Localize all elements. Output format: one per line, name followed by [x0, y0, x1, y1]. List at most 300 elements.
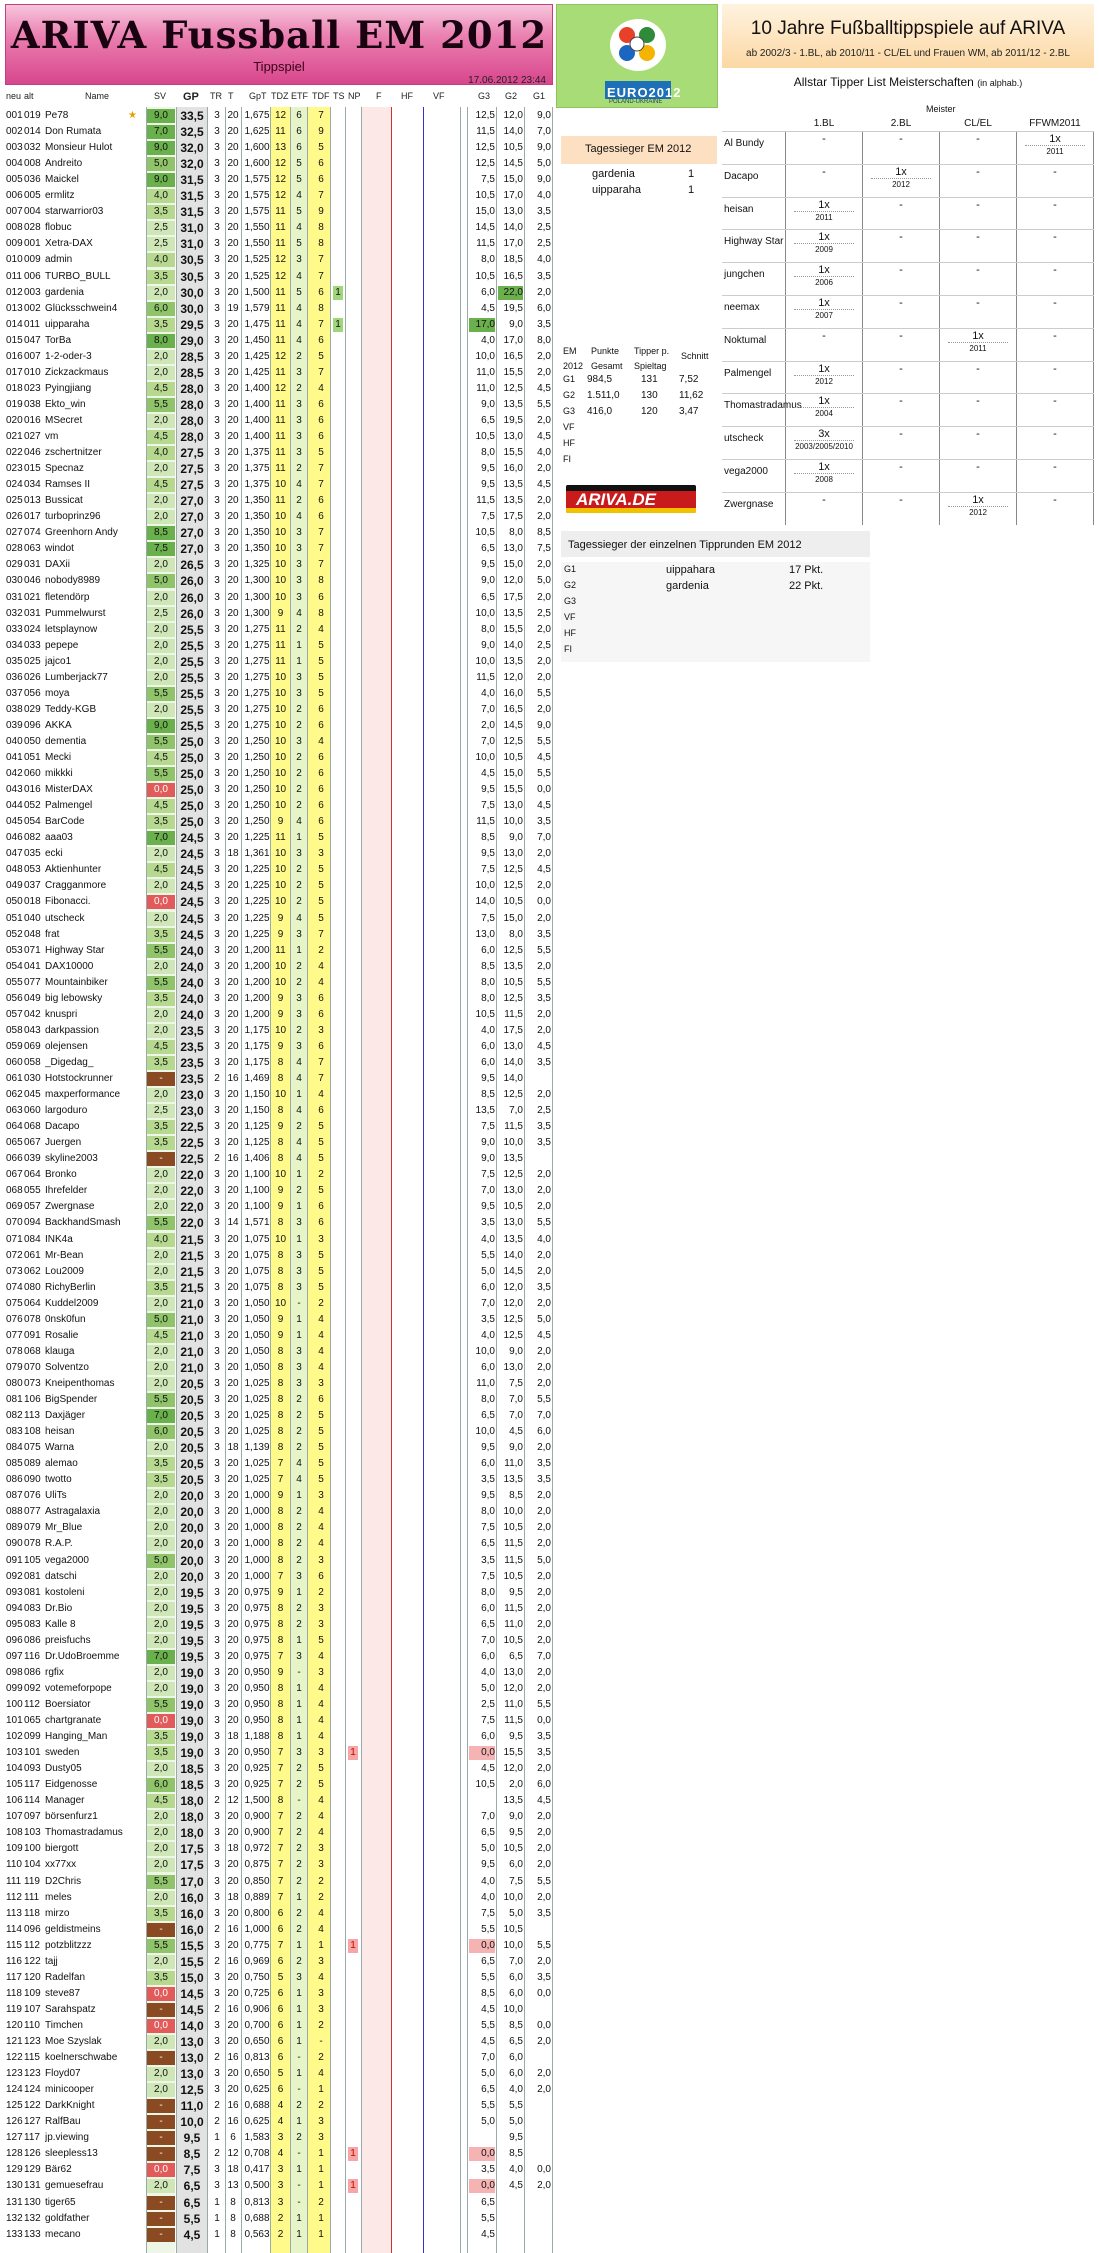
player-name: jajco1: [45, 655, 72, 667]
gpt-value: 1,050: [244, 1297, 270, 1309]
rank-new: 076: [6, 1313, 23, 1325]
master-count: 1x: [972, 329, 984, 342]
gp-value: 24,5: [180, 895, 204, 910]
g3-value: 2,0: [537, 591, 551, 603]
tr-value: 3: [214, 735, 220, 747]
tdz-value: 10: [274, 1169, 287, 1181]
sv-value: 7,0: [147, 831, 175, 845]
ts-value: [333, 574, 343, 588]
sv-value: 2,5: [147, 607, 175, 621]
np-value: [348, 591, 358, 605]
gpt-value: 0,975: [244, 1634, 270, 1646]
master-cell: [940, 331, 1016, 354]
g2-value: 10,5: [503, 976, 523, 988]
gp-value: 19,5: [180, 1649, 204, 1664]
master-count: -: [899, 297, 903, 309]
master-count: -: [899, 461, 903, 473]
rank-new: 041: [6, 752, 23, 763]
t-value: 20: [227, 1410, 239, 1422]
gpt-value: 0,906: [244, 2003, 270, 2015]
gp-value: 31,5: [180, 205, 204, 220]
ts-value: [333, 125, 343, 139]
t-value: 20: [227, 511, 239, 523]
np-value: [348, 1730, 358, 1744]
ts-value: [333, 430, 343, 444]
table-row: [5, 493, 553, 508]
tdz-value: 8: [277, 1538, 284, 1550]
rank-old: 101: [24, 1747, 41, 1759]
table-row: [5, 862, 553, 877]
ts-value: [333, 1409, 343, 1423]
player-name: Ihrefelder: [45, 1185, 88, 1197]
gpt-value: 1,600: [244, 142, 270, 154]
np-value: [348, 735, 358, 749]
np-value: [348, 1297, 358, 1311]
gp-value: 21,5: [180, 1280, 204, 1295]
gpt-value: 1,150: [244, 1089, 270, 1101]
np-value: [348, 1313, 358, 1327]
gp-value: 19,0: [180, 1730, 204, 1745]
gpt-value: 1,025: [244, 1458, 270, 1470]
player-name: Mr-Bean: [45, 1249, 84, 1261]
gp-value: 24,5: [180, 927, 204, 942]
t-value: 20: [227, 447, 239, 459]
np-value: [348, 831, 358, 845]
table-row: [5, 1922, 553, 1937]
tdz-value: 6: [277, 1923, 284, 1935]
rank-old: 083: [24, 1602, 41, 1614]
t-value: 20: [227, 1666, 239, 1678]
g3-value: 2,0: [537, 286, 551, 298]
rank-old: 060: [24, 1105, 41, 1117]
g1-value: 7,0: [481, 735, 495, 747]
em-round: G2: [563, 390, 576, 400]
g2-value: 12,0: [503, 575, 523, 587]
rank-old: 094: [24, 1217, 41, 1229]
rank-new: 047: [6, 848, 23, 860]
player-name: Hanging_Man: [45, 1731, 108, 1743]
tdf-value: 5: [318, 1265, 324, 1277]
tdz-value: 3: [277, 2164, 284, 2176]
gpt-value: 1,469: [244, 1073, 270, 1084]
table-row: [5, 2195, 553, 2210]
g1-value: 7,5: [481, 800, 495, 812]
g2-value: 15,5: [503, 623, 523, 635]
tdf-value: 7: [318, 527, 324, 539]
gp-value: 25,0: [180, 734, 204, 749]
etf-value: 5: [296, 238, 302, 250]
g1-value: 9,0: [481, 639, 495, 651]
tr-value: 3: [214, 1891, 220, 1903]
master-cell: [786, 167, 862, 178]
tr-value: 3: [214, 543, 220, 555]
sv-value: 8,5: [147, 526, 175, 540]
t-value: 20: [227, 703, 239, 715]
master-player-name: utscheck: [724, 433, 764, 445]
g3-value: 3,5: [537, 816, 551, 828]
np-value: [348, 542, 358, 556]
g2-value: 14,0: [503, 126, 523, 138]
tr-value: 3: [214, 2180, 220, 2192]
player-name: Lumberjack77: [45, 671, 108, 683]
g2-value: 5,0: [509, 2116, 523, 2128]
sv-value: 5,5: [147, 944, 175, 958]
sv-value: 4,5: [147, 478, 175, 492]
table-row: [5, 702, 553, 717]
g2-value: 10,0: [503, 1506, 523, 1518]
rank-old: 063: [24, 543, 41, 555]
rank-new: 089: [6, 1522, 23, 1534]
tdz-value: 7: [277, 1811, 284, 1823]
rank-old: 047: [24, 334, 41, 346]
ts-value: [333, 414, 343, 428]
rank-old: 017: [24, 511, 41, 523]
sv-value: 4,0: [147, 253, 175, 267]
gp-value: 4,5: [183, 2227, 201, 2242]
gpt-value: 1,400: [244, 398, 270, 410]
ts-value: [333, 1521, 343, 1535]
tdf-value: 5: [318, 1763, 324, 1775]
sv-value: -: [147, 1923, 175, 1937]
g2-value: 22,0: [498, 286, 523, 300]
ts-value: [333, 558, 343, 572]
table-row: [5, 429, 553, 444]
gpt-value: 0,925: [244, 1779, 270, 1791]
sv-value: 2,5: [147, 1104, 175, 1118]
tr-value: 3: [214, 1442, 220, 1454]
tr-value: 3: [214, 1105, 220, 1117]
g3-value: 3,5: [537, 1747, 551, 1759]
tdz-value: 4: [277, 2116, 284, 2128]
g1-value: 12,5: [475, 110, 495, 121]
gp-value: 27,5: [180, 462, 204, 477]
player-name: Monsieur Hulot: [45, 142, 113, 154]
etf-value: 3: [296, 366, 302, 378]
np-value: 1: [348, 1746, 358, 1760]
np-value: [348, 2067, 358, 2081]
master-row: [722, 229, 1094, 263]
gpt-value: 1,275: [244, 623, 270, 635]
ts-value: [333, 302, 343, 316]
col-gp: GP: [183, 91, 199, 103]
tr-value: 3: [214, 1554, 220, 1566]
em-row: [561, 438, 717, 453]
g2-value: 10,5: [503, 896, 523, 908]
sv-value: 3,5: [147, 1746, 175, 1760]
tipprunde-round: G3: [564, 596, 577, 606]
g1-value: 10,5: [475, 1779, 495, 1791]
rank-new: 109: [6, 1843, 23, 1855]
rank-old: 033: [24, 639, 41, 651]
table-row: [5, 911, 553, 926]
t-value: 12: [227, 1795, 239, 1807]
table-row: [5, 1825, 553, 1840]
master-count: -: [976, 133, 980, 145]
g2-value: 12,5: [503, 1169, 523, 1181]
ts-value: [333, 895, 343, 909]
master-count: 1x: [1049, 133, 1061, 145]
player-name: INK4a: [45, 1233, 73, 1245]
np-value: [348, 1762, 358, 1776]
table-row: [5, 236, 553, 251]
table-row: [5, 1039, 553, 1054]
em-row: [561, 454, 717, 469]
g1-value: 8,0: [481, 1394, 495, 1405]
tdf-value: 4: [318, 1538, 324, 1550]
tr-value: 3: [214, 1313, 220, 1325]
t-value: 16: [227, 2003, 239, 2015]
etf-value: -: [297, 1795, 301, 1807]
tr-value: 3: [214, 992, 220, 1004]
tdf-value: 5: [318, 880, 324, 892]
gp-value: 13,0: [180, 2051, 204, 2066]
sv-value: -: [147, 2212, 175, 2226]
sv-value: 4,5: [147, 1794, 175, 1808]
tdf-value: 4: [318, 1923, 324, 1935]
gpt-value: 0,625: [244, 2084, 270, 2096]
rank-new: 099: [6, 1682, 23, 1694]
tdf-value: 4: [318, 382, 324, 394]
rank-new: 049: [6, 880, 23, 892]
etf-value: 2: [296, 495, 302, 507]
table-row: [5, 766, 553, 781]
gpt-value: 1,550: [244, 222, 270, 234]
g1-value: 4,5: [481, 302, 495, 314]
ts-value: [333, 879, 343, 893]
etf-value: 2: [296, 1538, 302, 1550]
g3-value: 4,5: [537, 382, 551, 394]
rank-old: 002: [24, 302, 41, 314]
gpt-value: 1,400: [244, 382, 270, 394]
master-cell: [863, 331, 939, 342]
ariva-logo-text: ARIVA.DE: [576, 490, 656, 509]
ts-value: [333, 205, 343, 219]
etf-value: 3: [296, 543, 302, 555]
tdz-value: 10: [274, 1297, 287, 1309]
sv-value: 2,0: [147, 639, 175, 653]
etf-value: 2: [296, 719, 302, 731]
tdz-value: 10: [274, 976, 287, 988]
tr-value: 3: [214, 1217, 220, 1229]
tdz-value: 9: [277, 912, 284, 924]
g3-value: 4,0: [537, 447, 551, 459]
tdz-value: 10: [274, 1024, 287, 1036]
em-points: 416,0: [587, 406, 613, 417]
ts-value: [333, 1682, 343, 1696]
tr-value: 3: [214, 158, 220, 170]
g1-value: 11,5: [476, 495, 495, 507]
tdf-value: 4: [318, 1795, 324, 1807]
sv-value: 5,5: [147, 1875, 175, 1889]
tdz-value: 10: [274, 511, 287, 523]
player-name: utscheck: [45, 912, 85, 924]
gp-value: 6,5: [183, 2179, 201, 2194]
sv-value: 2,0: [147, 1634, 175, 1648]
rank-new: 004: [6, 158, 23, 170]
table-row: [5, 349, 553, 364]
tdz-value: 9: [277, 992, 284, 1004]
tdz-value: 7: [277, 1859, 284, 1871]
t-value: 20: [227, 1329, 239, 1341]
rank-new: 120: [6, 2019, 23, 2031]
tdz-value: 8: [277, 1442, 284, 1454]
g1-value: [469, 1794, 495, 1808]
tdz-value: 7: [277, 1939, 284, 1951]
etf-value: 4: [296, 1073, 302, 1084]
g2-value: 13,5: [503, 607, 523, 619]
rank-new: 014: [6, 318, 23, 330]
g2-value: 10,0: [503, 1939, 523, 1951]
gpt-value: 1,000: [244, 1923, 270, 1935]
rank-old: 029: [24, 703, 41, 715]
g1-value: 6,5: [481, 543, 495, 555]
table-row: [5, 798, 553, 813]
tdz-value: 11: [275, 318, 286, 330]
sv-value: 7,0: [147, 1409, 175, 1423]
g1-value: 4,0: [481, 687, 495, 699]
gpt-value: 1,500: [244, 1795, 270, 1807]
gpt-value: 1,050: [244, 1313, 270, 1325]
etf-value: 4: [296, 912, 302, 924]
tr-value: 3: [214, 495, 220, 507]
tr-value: 2: [214, 2148, 220, 2160]
master-count: 1x: [818, 461, 830, 473]
master-row: [722, 393, 1094, 427]
g2-value: 17,5: [503, 511, 523, 523]
player-name: Fibonacci.: [45, 896, 91, 908]
np-value: [348, 1858, 358, 1872]
rank-old: 051: [24, 752, 41, 763]
g1-value: 11,0: [476, 1377, 495, 1389]
master-cell: [1017, 429, 1093, 440]
g2-value: 11,0: [504, 1698, 523, 1710]
sv-value: -: [147, 2147, 175, 2161]
rank-old: 039: [24, 1153, 41, 1165]
tr-value: 3: [214, 864, 220, 876]
g2-value: 11,5: [504, 1715, 523, 1726]
t-value: 20: [227, 2019, 239, 2031]
tdz-value: 8: [277, 1602, 284, 1614]
g3-value: 2,0: [537, 1763, 551, 1775]
player-name: Astragalaxia: [45, 1506, 101, 1518]
tdz-value: 8: [277, 1345, 284, 1357]
np-value: [348, 1281, 358, 1295]
ts-value: [333, 1554, 343, 1568]
em-round: G1: [563, 374, 576, 384]
table-row: [5, 1954, 553, 1969]
gp-value: 25,5: [180, 718, 204, 733]
ts-value: [333, 366, 343, 380]
gpt-value: 0,417: [244, 2164, 270, 2176]
tdz-value: 7: [277, 1891, 284, 1903]
tr-value: 3: [214, 960, 220, 972]
tdz-value: 10: [274, 880, 287, 892]
player-name: tiger65: [45, 2196, 76, 2208]
tr-value: 2: [214, 2116, 220, 2128]
player-name: darkpassion: [45, 1024, 99, 1036]
np-value: [348, 1040, 358, 1054]
player-name: börsenfurz1: [45, 1811, 98, 1823]
master-cell: [863, 200, 939, 211]
g1-value: 5,0: [481, 1682, 495, 1694]
g3-value: 2,0: [537, 1570, 551, 1582]
g2-value: 9,5: [509, 2132, 523, 2144]
sv-value: 4,0: [147, 1233, 175, 1247]
col-vf: VF: [433, 91, 445, 101]
g1-value: 4,0: [481, 1024, 495, 1036]
rank-old: 081: [24, 1586, 41, 1598]
g3-value: 2,0: [537, 1843, 551, 1855]
tdf-value: 6: [318, 511, 324, 523]
rank-new: 129: [6, 2164, 23, 2176]
tr-value: 3: [214, 1137, 220, 1149]
tr-value: 3: [214, 366, 220, 378]
master-years: 2006: [794, 276, 854, 288]
g3-value: 2,0: [537, 1859, 551, 1871]
tdz-value: 6: [277, 2052, 284, 2064]
gpt-value: 1,150: [244, 1105, 270, 1117]
g2-value: 2,0: [509, 1779, 523, 1791]
rank-old: 130: [24, 2196, 41, 2208]
player-name: Lou2009: [45, 1265, 84, 1277]
tdf-value: 7: [318, 1073, 324, 1084]
t-value: 20: [227, 495, 239, 507]
ts-value: [333, 1634, 343, 1648]
rank-new: 037: [6, 687, 23, 699]
etf-value: 2: [296, 1442, 302, 1454]
g3-value: 7,0: [537, 126, 551, 138]
etf-value: 1: [296, 2003, 302, 2015]
rank-old: 023: [24, 382, 41, 394]
g3-value: 2,0: [537, 1377, 551, 1389]
table-row: [5, 1215, 553, 1230]
master-count: -: [822, 165, 826, 178]
player-name: Radelfan: [45, 1971, 86, 1983]
tdz-value: 11: [275, 206, 286, 218]
tipprunde-points: 17 Pkt.: [789, 564, 824, 576]
etf-value: 1: [296, 1634, 302, 1646]
np-value: [348, 2019, 358, 2033]
tdz-value: 9: [277, 1313, 284, 1325]
player-name: vm: [45, 431, 59, 442]
player-name: sweden: [45, 1747, 80, 1759]
tr-value: 3: [214, 1233, 220, 1245]
rank-new: 003: [6, 142, 23, 154]
g3-value: 3,5: [537, 928, 551, 940]
tdz-value: 11: [275, 366, 286, 378]
tr-value: 3: [214, 575, 220, 587]
sv-value: 3,5: [147, 992, 175, 1006]
sv-value: 2,0: [147, 703, 175, 717]
g3-value: 2,0: [537, 1891, 551, 1903]
rank-old: 045: [24, 1089, 41, 1101]
rank-old: 025: [24, 655, 41, 667]
gp-value: 21,0: [180, 1296, 204, 1311]
gpt-value: 0,650: [244, 2036, 270, 2047]
ts-value: [333, 494, 343, 508]
tdz-value: 6: [277, 2003, 284, 2015]
gp-value: 26,5: [180, 558, 204, 573]
tdf-value: 6: [318, 495, 324, 507]
g2-value: 11,5: [504, 1602, 523, 1614]
rank-new: 054: [6, 960, 23, 972]
tr-value: 2: [214, 2100, 220, 2112]
g2-value: 10,0: [503, 1891, 523, 1903]
gp-value: 18,0: [180, 1810, 204, 1825]
rank-old: 067: [24, 1137, 41, 1149]
etf-value: 2: [296, 1522, 302, 1534]
g1-value: 7,0: [481, 1297, 495, 1309]
